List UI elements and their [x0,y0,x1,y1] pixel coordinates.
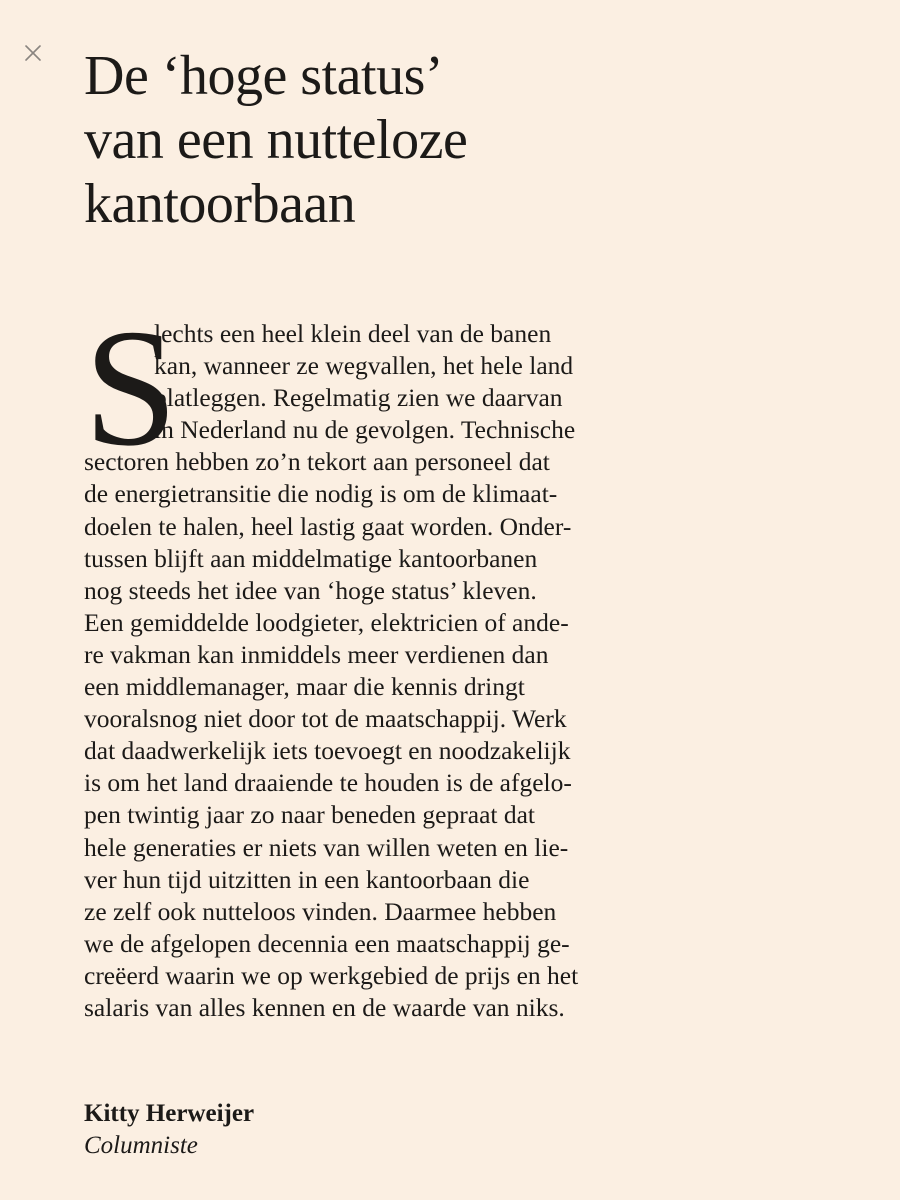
body-line: creëerd waarin we op werkgebied de prijs en het [84,960,579,990]
body-line: salaris van alles kennen en de waarde van niks. [84,992,565,1022]
headline-line: De ‘hoge status’ [84,45,444,107]
drop-cap: S [84,295,178,481]
author-role: Columniste [84,1132,198,1159]
body-line: een middlemanager, maar die kennis dringt [84,672,525,702]
body-line: pen twintig jaar zo naar beneden gepraat dat [84,800,535,830]
article-body [84,295,684,1024]
body-line: hele generaties er niets van willen weten en lie- [84,832,569,862]
headline-line: van een nutteloze [84,109,468,171]
body-line: dat daadwerkelijk iets toevoegt en noodzakelijk [84,736,571,766]
body-line: lechts een heel klein deel van de banen [154,319,552,348]
body-line: in Nederland nu de gevolgen. Technische [154,415,576,445]
body-line: is om het land draaiende te houden is de afgelo- [84,768,572,798]
author-name: Kitty Herweijer [84,1100,255,1127]
body-line: sectoren hebben zo’n tekort aan personeel dat [84,447,550,477]
body-line: nog steeds het idee van ‘hoge status’ kleven. [84,575,537,605]
body-line: ze zelf ook nutteloos vinden. Daarmee hebben [84,896,557,926]
body-line: kan, wanneer ze wegvallen, het hele land [154,351,574,381]
close-button[interactable] [20,40,46,66]
byline [84,1098,254,1162]
headline-line: kantoorbaan [84,173,356,235]
body-line: ver hun tijd uitzitten in een kantoorbaan die [84,864,530,894]
close-icon [20,40,46,66]
body-line: de energietransitie die nodig is om de klimaat- [84,479,558,509]
article-headline [84,44,784,236]
body-line: platleggen. Regelmatig zien we daarvan [154,383,563,413]
body-line: re vakman kan inmiddels meer verdienen dan [84,639,549,669]
body-line: we de afgelopen decennia een maatschappij ge- [84,928,570,958]
body-line: doelen te halen, heel lastig gaat worden. Onder- [84,511,572,541]
body-line: tussen blijft aan middelmatige kantoorbanen [84,543,538,573]
body-line: Een gemiddelde loodgieter, elektricien of ande- [84,607,569,637]
body-line: vooralsnog niet door tot de maatschappij. Werk [84,704,567,734]
